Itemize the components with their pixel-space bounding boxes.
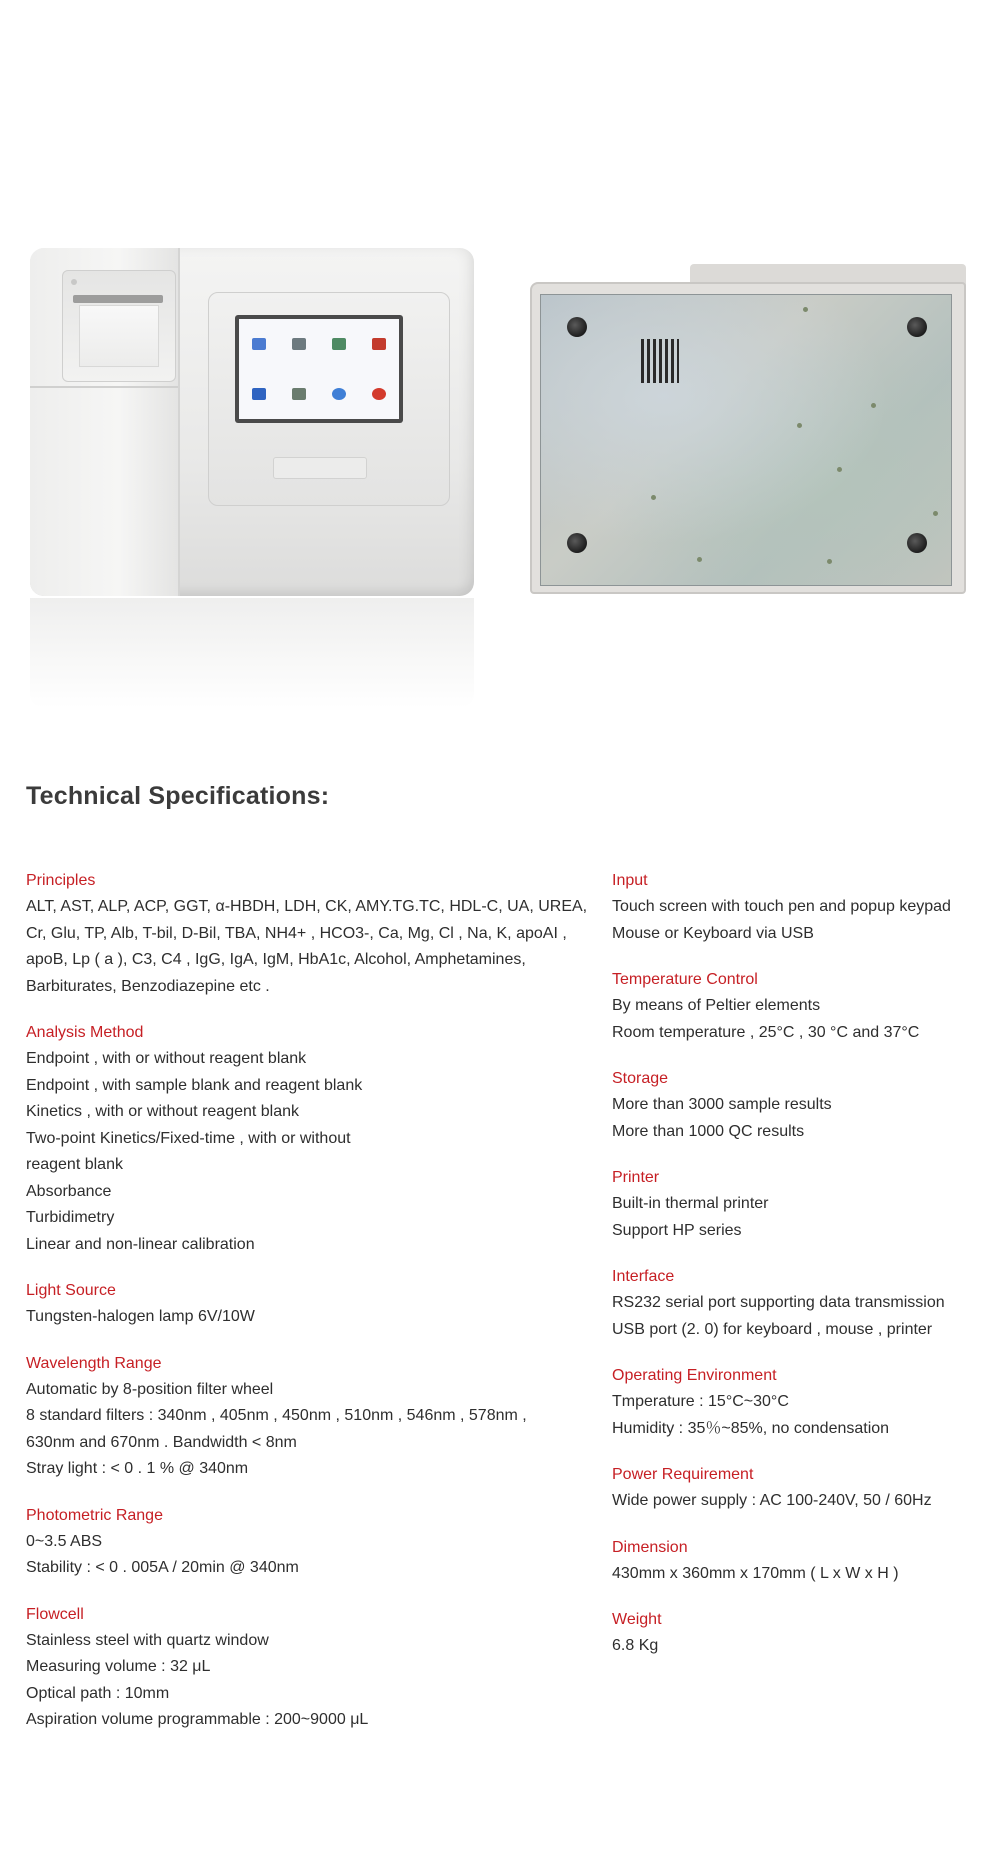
spec-line: By means of Peltier elements <box>612 997 821 1014</box>
spec-column-left <box>26 868 588 1754</box>
spec-heading: Interface <box>612 1268 675 1285</box>
spec-line: 630nm and 670nm . Bandwidth < 8nm <box>26 1433 297 1451</box>
spec-section-temperature-control <box>612 967 992 1046</box>
spec-section-power-requirement <box>612 1462 992 1515</box>
screen-bezel <box>208 292 450 506</box>
spec-heading: Flowcell <box>26 1605 84 1623</box>
page-title: Technical Specifications: <box>26 782 330 810</box>
spec-heading: Wavelength Range <box>26 1354 162 1372</box>
spec-line: Cr, Glu, TP, Alb, T-bil, D-Bil, TBA, NH4+ , HCO3-, Ca, Mg, Cl , Na, K, apoAI , <box>26 924 567 942</box>
spec-line: RS232 serial port supporting data transmission <box>612 1294 945 1311</box>
spec-section-photometric-range <box>26 1503 566 1582</box>
ventilation-grille <box>641 339 679 383</box>
spec-line: Stray light : < 0 . 1 % @ 340nm <box>26 1460 249 1477</box>
maintenance-icon <box>372 338 386 350</box>
printer-paper <box>79 305 159 367</box>
analyzer-front-image <box>30 248 474 718</box>
spec-line: Wide power supply : AC 100-240V, 50 / 60Hz <box>612 1492 932 1509</box>
bottom-metal-plate <box>540 294 952 586</box>
screw <box>697 557 702 562</box>
spec-line: Automatic by 8-position filter wheel <box>26 1380 274 1398</box>
spec-heading: Photometric Range <box>26 1506 163 1524</box>
rubber-foot <box>567 533 587 553</box>
spec-line: reagent blank <box>26 1156 123 1173</box>
analyzer-printer-column <box>30 248 180 596</box>
spec-line: Absorbance <box>26 1182 112 1200</box>
spec-line: Tungsten-halogen lamp 6V/10W <box>26 1308 255 1325</box>
spec-heading: Temperature Control <box>612 971 758 988</box>
spec-line: Stability : < 0 . 005A / 20min @ 340nm <box>26 1559 299 1576</box>
spec-section-interface <box>612 1264 992 1343</box>
spec-line: Kinetics , with or without reagent blank <box>26 1103 300 1120</box>
calibration-icon <box>292 388 306 400</box>
spec-line: Touch screen with touch pen and popup keypad <box>612 898 951 915</box>
spec-heading: Weight <box>612 1611 662 1628</box>
analyzer-reflection <box>30 598 474 708</box>
parameter-icon <box>252 338 266 350</box>
spec-column-right <box>612 868 992 1680</box>
spec-heading: Operating Environment <box>612 1367 777 1384</box>
spec-line: 8 standard filters : 340nm , 405nm , 450nm , 510nm , 546nm , 578nm , <box>26 1407 527 1424</box>
spec-line: More than 3000 sample results <box>612 1096 832 1113</box>
screw <box>837 467 842 472</box>
spec-line: Barbiturates, Benzodiazepine etc . <box>26 977 270 995</box>
spec-heading: Dimension <box>612 1538 688 1556</box>
spec-line: Measuring volume : 32 μL <box>26 1658 211 1675</box>
spec-line: Support HP series <box>612 1221 742 1239</box>
spec-line: Mouse or Keyboard via USB <box>612 924 814 942</box>
spec-line: Humidity : 35％~85%, no condensation <box>612 1419 890 1437</box>
qc-icon <box>252 388 266 400</box>
spec-section-weight <box>612 1607 992 1660</box>
touch-screen <box>235 315 403 423</box>
card-slot <box>273 457 367 479</box>
spec-section-operating-environment <box>612 1363 992 1442</box>
analyzer-bottom-image <box>530 264 966 594</box>
spec-line: apoB, Lp ( a ), C3, C4 , IgG, IgA, IgM, HbA1c, Alcohol, Amphetamines, <box>26 951 526 968</box>
spec-section-storage <box>612 1066 992 1145</box>
spec-line: Built-in thermal printer <box>612 1195 769 1212</box>
spec-heading: Light Source <box>26 1282 116 1299</box>
screw <box>797 423 802 428</box>
spec-line: Turbidimetry <box>26 1209 115 1226</box>
spec-line: ALT, AST, ALP, ACP, GGT, α-HBDH, LDH, CK, AMY.TG.TC, HDL-C, UA, UREA, <box>26 898 588 915</box>
spec-line: Endpoint , with or without reagent blank <box>26 1050 307 1067</box>
spec-line: 0~3.5 ABS <box>26 1532 103 1550</box>
spec-line: Linear and non-linear calibration <box>26 1235 255 1253</box>
thermal-printer <box>62 270 176 382</box>
spec-line: Stainless steel with quartz window <box>26 1631 269 1649</box>
spec-section-light-source <box>26 1278 566 1331</box>
spec-line: USB port (2. 0) for keyboard , mouse , printer <box>612 1320 933 1338</box>
spec-line: Two-point Kinetics/Fixed-time , with or without <box>26 1129 351 1147</box>
spec-section-wavelength-range <box>26 1351 566 1483</box>
screw <box>827 559 832 564</box>
rubber-foot <box>907 533 927 553</box>
spec-heading: Storage <box>612 1070 669 1087</box>
screw <box>871 403 876 408</box>
rubber-foot <box>907 317 927 337</box>
spec-heading: Principles <box>26 872 96 889</box>
spec-line: Tmperature : 15°C~30°C <box>612 1393 789 1410</box>
screw <box>803 307 808 312</box>
screw <box>933 511 938 516</box>
screw <box>651 495 656 500</box>
spec-line: 6.8 Kg <box>612 1637 659 1654</box>
spec-section-input <box>612 868 992 947</box>
spec-line: More than 1000 QC results <box>612 1122 805 1140</box>
spec-line: Room temperature , 25°C , 30 °C and 37°C <box>612 1023 920 1041</box>
analyzer-front-door <box>30 386 178 598</box>
spec-section-analysis-method <box>26 1020 566 1258</box>
spec-section-flowcell <box>26 1602 566 1734</box>
rubber-foot <box>567 317 587 337</box>
spec-section-principles <box>26 868 588 1000</box>
spec-heading: Input <box>612 872 648 889</box>
product-photos <box>0 248 1000 728</box>
result-icon <box>332 338 346 350</box>
spec-line: 430mm x 360mm x 170mm ( L x W x H ) <box>612 1564 899 1582</box>
touch-screen-menu <box>239 319 399 419</box>
spec-line: Optical path : 10mm <box>26 1684 170 1702</box>
printer-paper-slot <box>73 295 163 303</box>
printer-led-icon <box>71 279 77 285</box>
spec-section-printer <box>612 1165 992 1244</box>
spec-line: Endpoint , with sample blank and reagent blank <box>26 1076 363 1094</box>
spec-line: Aspiration volume programmable : 200~9000 μL <box>26 1711 369 1728</box>
shutdown-icon <box>372 388 386 400</box>
spec-heading: Power Requirement <box>612 1466 754 1483</box>
test-icon <box>292 338 306 350</box>
other-icon <box>332 388 346 400</box>
spec-heading: Analysis Method <box>26 1024 144 1041</box>
spec-section-dimension <box>612 1535 992 1588</box>
spec-heading: Printer <box>612 1169 660 1186</box>
